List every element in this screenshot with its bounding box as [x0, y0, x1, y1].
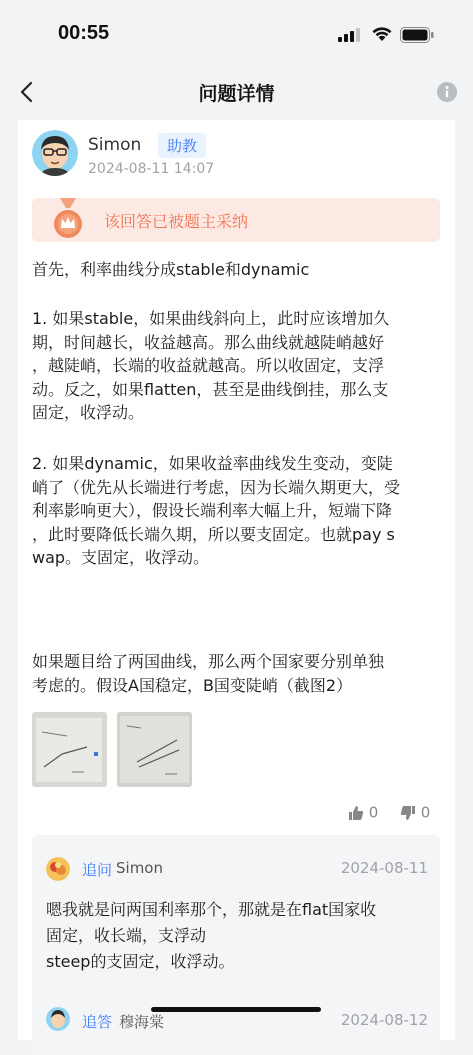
answer-paragraph-2: 1. 如果stable，如果曲线斜向上，此时应该增加久 期，时间越长，收益越高。那么曲线就越陡峭越好 ，越陡峭，长端的收益就越高。所以收固定，支浮 动。反之，如果flatten，甚至是曲线倒挂，那么支 固定，收浮动。 — [32, 309, 390, 423]
answer-paragraph-4: 如果题目给了两国曲线，那么两个国家要分别单独 考虑的。假设A国稳定，B国变陡峭（截图2） — [32, 652, 385, 695]
home-indicator[interactable] — [151, 1007, 321, 1012]
dislike-count: 0 — [420, 803, 431, 822]
cellular-signal-icon — [338, 28, 362, 42]
battery-icon — [400, 27, 434, 43]
followup-thread — [32, 835, 440, 1055]
accepted-banner — [32, 198, 440, 242]
answer-paragraph-3: 2. 如果dynamic，如果收益率曲线发生变动，变陡 峭了（优先从长端进行考虑，因为长端久期更大，受 利率影响更大），假设长端利率大幅上升，短端下降 ，此时要降低长端久期，所以要支固定。也就pay s wap。支固定，收浮动。 — [32, 454, 401, 568]
medal-icon — [48, 198, 88, 242]
accepted-text: 该回答已被题主采纳 — [104, 212, 249, 231]
thumbs-down-icon — [400, 805, 416, 821]
page-title: 问题详情 — [198, 83, 275, 105]
dislike-button[interactable] — [400, 803, 430, 822]
followup-author[interactable]: Simon — [116, 859, 163, 877]
avatar-illustration-icon — [46, 1007, 70, 1031]
followup-tag: 追问 — [82, 861, 113, 879]
like-button[interactable] — [348, 803, 378, 822]
wifi-icon — [371, 25, 393, 42]
author-name[interactable]: Simon — [88, 135, 142, 155]
whiteboard-photo-icon — [117, 712, 192, 787]
like-count: 0 — [368, 803, 379, 822]
answer-date: 2024-08-11 14:07 — [88, 161, 215, 177]
reply-tag: 追答 — [82, 1013, 113, 1031]
followup-text: 嗯我就是问两国利率那个，那就是在flat国家收 固定，收长端，支浮动 steep的支固定，收浮动。 — [46, 900, 377, 971]
attachment-thumbnail-1[interactable] — [32, 712, 107, 787]
navigation-bar — [0, 64, 473, 120]
info-icon[interactable] — [436, 81, 458, 103]
whiteboard-photo-icon — [32, 712, 107, 787]
reply-date: 2024-08-12 — [340, 1011, 428, 1029]
answer-card — [18, 120, 455, 1040]
reply-author[interactable]: 穆海棠 — [119, 1013, 165, 1031]
followup-date: 2024-08-11 — [340, 859, 428, 877]
status-time: 00:55 — [58, 22, 110, 44]
thumbs-up-icon — [348, 805, 364, 821]
author-avatar[interactable] — [32, 130, 78, 176]
avatar-illustration-icon — [46, 857, 70, 881]
attachment-thumbnail-2[interactable] — [117, 712, 192, 787]
answer-paragraph-1: 首先，利率曲线分成stable和dynamic — [32, 260, 310, 279]
avatar-illustration-icon — [32, 130, 78, 176]
status-bar — [0, 0, 473, 64]
role-badge: 助教 — [158, 133, 206, 158]
followup-avatar[interactable] — [46, 857, 70, 881]
reply-avatar[interactable] — [46, 1007, 70, 1031]
